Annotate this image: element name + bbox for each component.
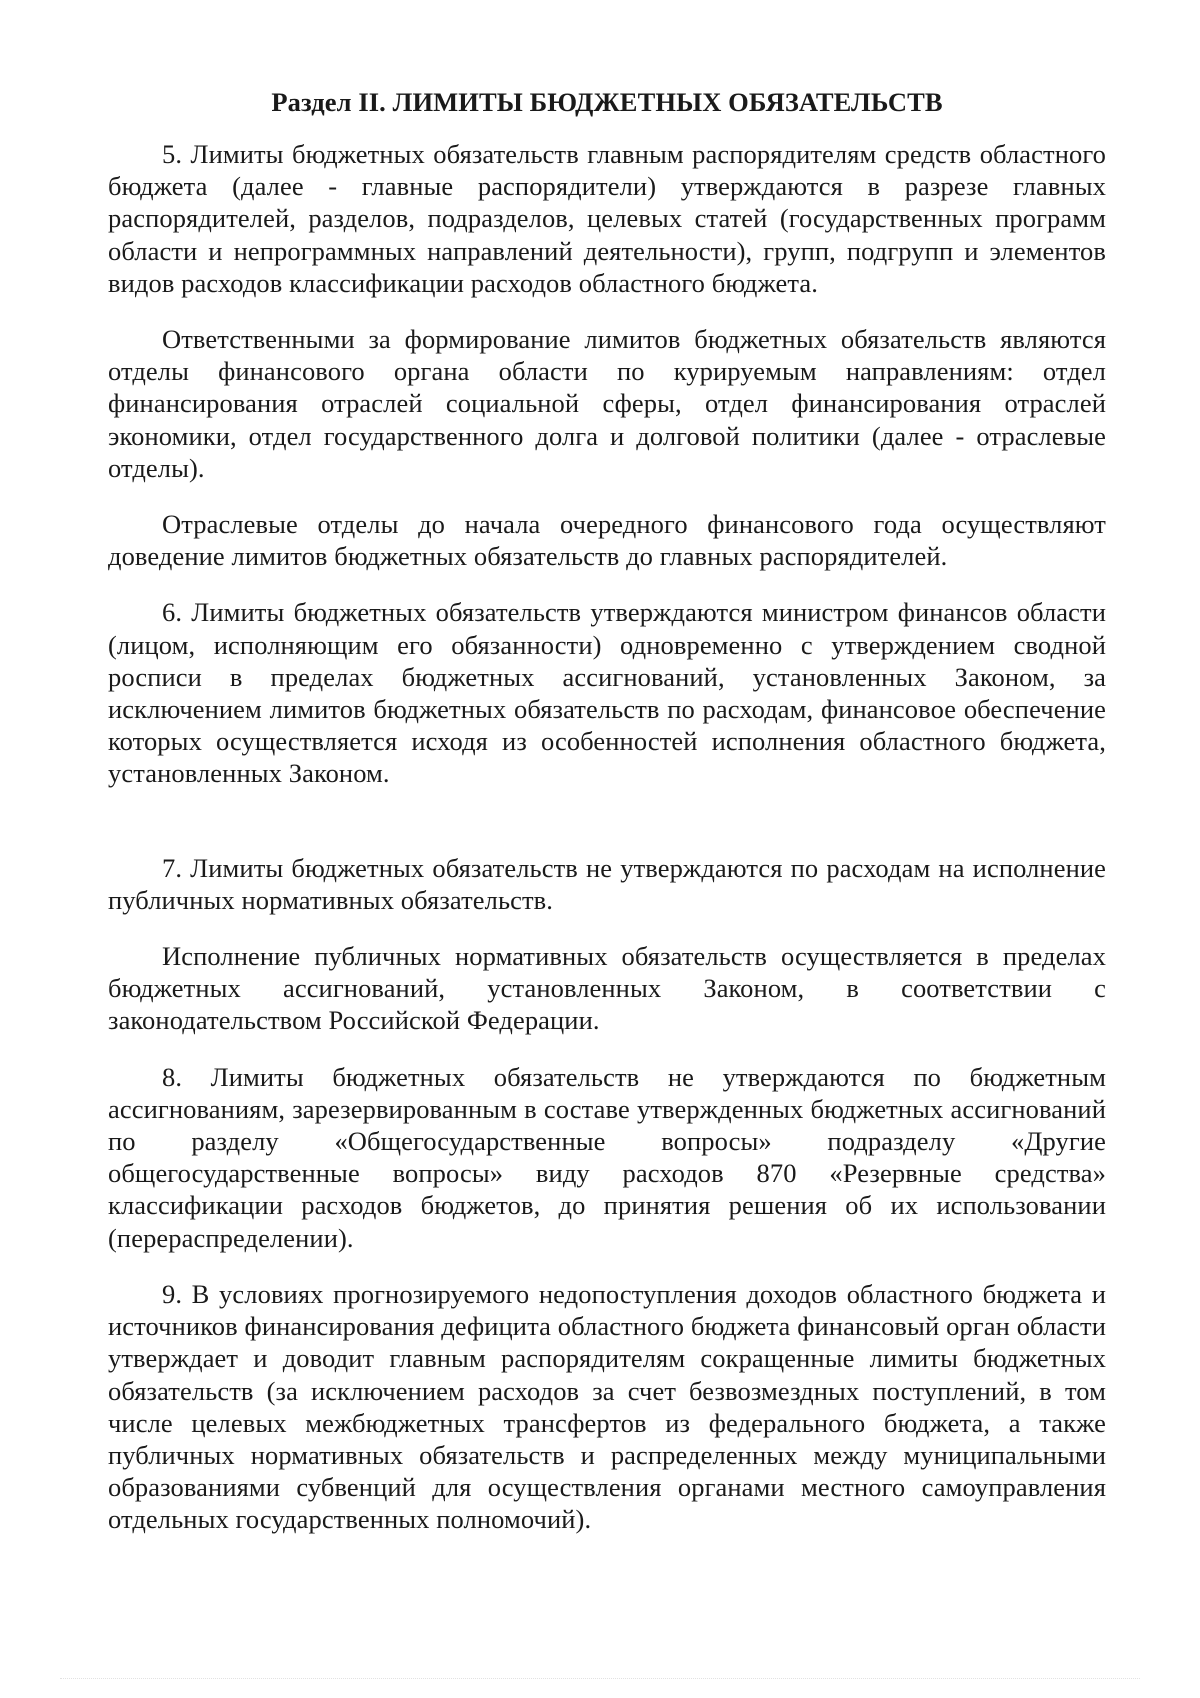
section-title: Раздел II. ЛИМИТЫ БЮДЖЕТНЫХ ОБЯЗАТЕЛЬСТВ (271, 87, 943, 117)
paragraph-7: 7. Лимиты бюджетных обязательств не утверждаются по расходам на исполнение публичных нормативных обязательств. (108, 852, 1106, 915)
paragraph-9: 9. В условиях прогнозируемого недопоступления доходов областного бюджета и источников финансирования дефицита областного бюджета финансовый орган области утверждает и доводит главным распорядителям сокращенные лимиты бюджетных обязательств (за исключением расходов за счет безвозмездных поступлений, в том числе целевых межбюджетных трансфертов из федерального бюджета, а также публичных нормативных обязательств и распределенных между муниципальными образованиями субвенций для осуществления органами местного самоуправления отдельных государственных полномочий). (108, 1278, 1106, 1535)
paragraph-6: 6. Лимиты бюджетных обязательств утверждаются министром финансов области (лицом, исполняющим его обязанности) одновременно с утверждением сводной росписи в пределах бюджетных ассигнований, установленных Законом, за исключением лимитов бюджетных обязательств по расходам, финансовое обеспечение которых осуществляется исходя из особенностей исполнения областного бюджета, установленных Законом. (108, 597, 1106, 789)
paragraph-sector-departments: Отраслевые отделы до начала очередного финансового года осуществляют доведение лимитов бюджетных обязательств до главных распорядителей. (108, 509, 1106, 572)
paragraph-8: 8. Лимиты бюджетных обязательств не утверждаются по бюджетным ассигнованиям, зарезервированным в составе утвержденных бюджетных ассигнований по разделу «Общегосударственные вопросы» подразделу «Другие общегосударственные вопросы» виду расходов 870 «Резервные средства» классификации расходов бюджетов, до принятия решения об их использовании (перераспределении). (108, 1061, 1106, 1253)
paragraph-public-obligations: Исполнение публичных нормативных обязательств осуществляется в пределах бюджетных ассигнований, установленных Законом, в соответствии с законодательством Российской Федерации. (108, 941, 1106, 1036)
paragraph-5: 5. Лимиты бюджетных обязательств главным распорядителям средств областного бюджета (далее - главные распорядители) утверждаются в разрезе главных распорядителей, разделов, подразделов, целевых статей (государственных программ области и непрограммных направлений деятельности), групп, подгрупп и элементов видов расходов классификации расходов областного бюджета. (108, 139, 1106, 298)
document-body (108, 86, 1106, 1536)
paragraph-responsible-departments: Ответственными за формирование лимитов бюджетных обязательств являются отделы финансового органа области по курируемым направлениям: отдел финансирования отраслей социальной сферы, отдел финансирования отраслей экономики, отдел государственного долга и долговой политики (далее - отраслевые отделы). (108, 324, 1106, 483)
scan-edge-line (60, 1678, 1140, 1679)
